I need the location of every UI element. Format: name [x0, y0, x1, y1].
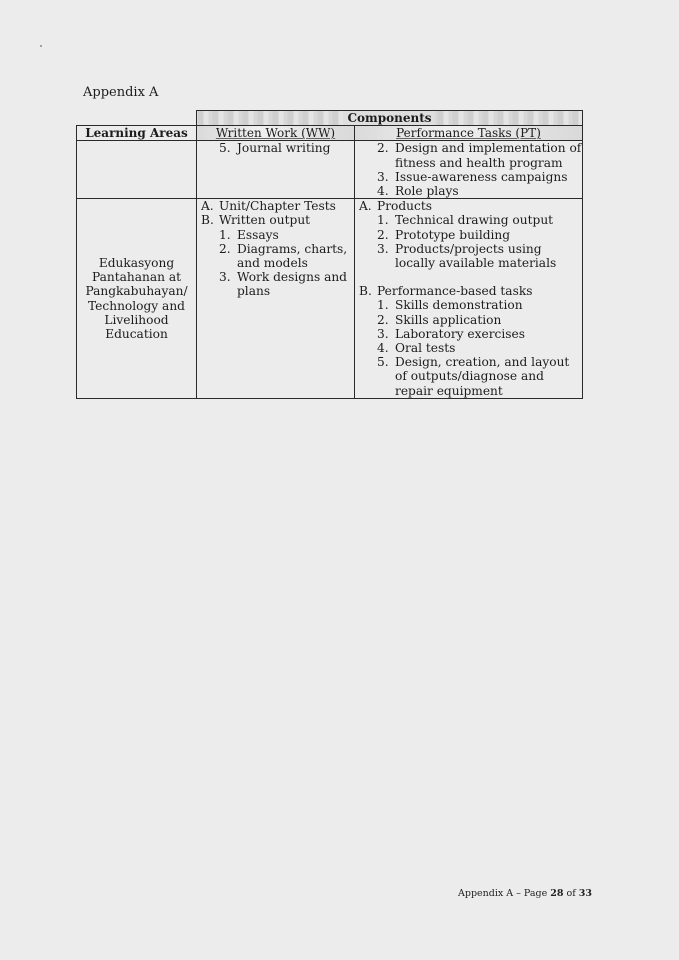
- list-item: 1. Essays: [219, 227, 279, 242]
- scan-speck: [40, 45, 42, 47]
- list-item: locally available materials: [395, 256, 557, 271]
- list-item: of outputs/diagnose and: [395, 369, 544, 384]
- list-item: 3. Work designs and: [219, 270, 347, 285]
- list-item: repair equipment: [395, 383, 503, 398]
- list-item: 4. Oral tests: [377, 341, 456, 356]
- list-item: 2. Prototype building: [377, 227, 511, 242]
- list-item: fitness and health program: [395, 155, 563, 170]
- page-footer: Appendix A – Page 28 of 33: [458, 888, 593, 899]
- list-item: 4. Role plays: [377, 184, 459, 199]
- list-item: 5. Design, creation, and layout: [377, 355, 570, 370]
- list-item: 5. Journal writing: [219, 141, 331, 156]
- ww-cell-epp-tle: [197, 199, 355, 399]
- blank-corner-cell: [77, 111, 197, 126]
- pt-cell-epp-tle: [355, 199, 583, 399]
- page-number: 28: [550, 888, 564, 899]
- learning-area-epp-tle: Edukasyong Pantahanan at Pangkabuhayan/ Technology and Livelihood Education: [77, 199, 197, 399]
- components-header: Components: [197, 111, 583, 126]
- list-item: A. Products: [359, 199, 432, 214]
- page-total: 33: [578, 888, 593, 899]
- list-item: 1. Skills demonstration: [377, 298, 523, 313]
- list-item: 2. Design and implementation of: [377, 141, 582, 156]
- list-item: B. Written output: [201, 213, 311, 228]
- list-item: 3. Products/projects using: [377, 241, 542, 256]
- list-item: 3. Issue-awareness campaigns: [377, 169, 568, 184]
- ww-cell-continued: [197, 141, 355, 199]
- learning-areas-header: Learning Areas: [77, 126, 197, 141]
- list-item: A. Unit/Chapter Tests: [201, 199, 336, 214]
- list-item: B. Performance-based tasks: [359, 284, 533, 299]
- performance-tasks-header: Performance Tasks (PT): [355, 126, 583, 141]
- table-row-epp-tle: [77, 199, 583, 399]
- list-item: 1. Technical drawing output: [377, 213, 554, 228]
- pt-cell-continued: [355, 141, 583, 199]
- written-work-header: Written Work (WW): [197, 126, 355, 141]
- list-item: plans: [237, 284, 271, 299]
- table-row-continued: [77, 141, 583, 199]
- spacer: [359, 270, 578, 284]
- list-item: 2. Diagrams, charts,: [219, 241, 348, 256]
- appendix-heading: Appendix A: [83, 85, 159, 100]
- list-item: and models: [237, 256, 308, 271]
- list-item: 3. Laboratory exercises: [377, 326, 525, 341]
- list-item: 2. Skills application: [377, 312, 502, 327]
- learning-area-cell-empty: [77, 141, 197, 199]
- assessment-components-table: [76, 110, 583, 399]
